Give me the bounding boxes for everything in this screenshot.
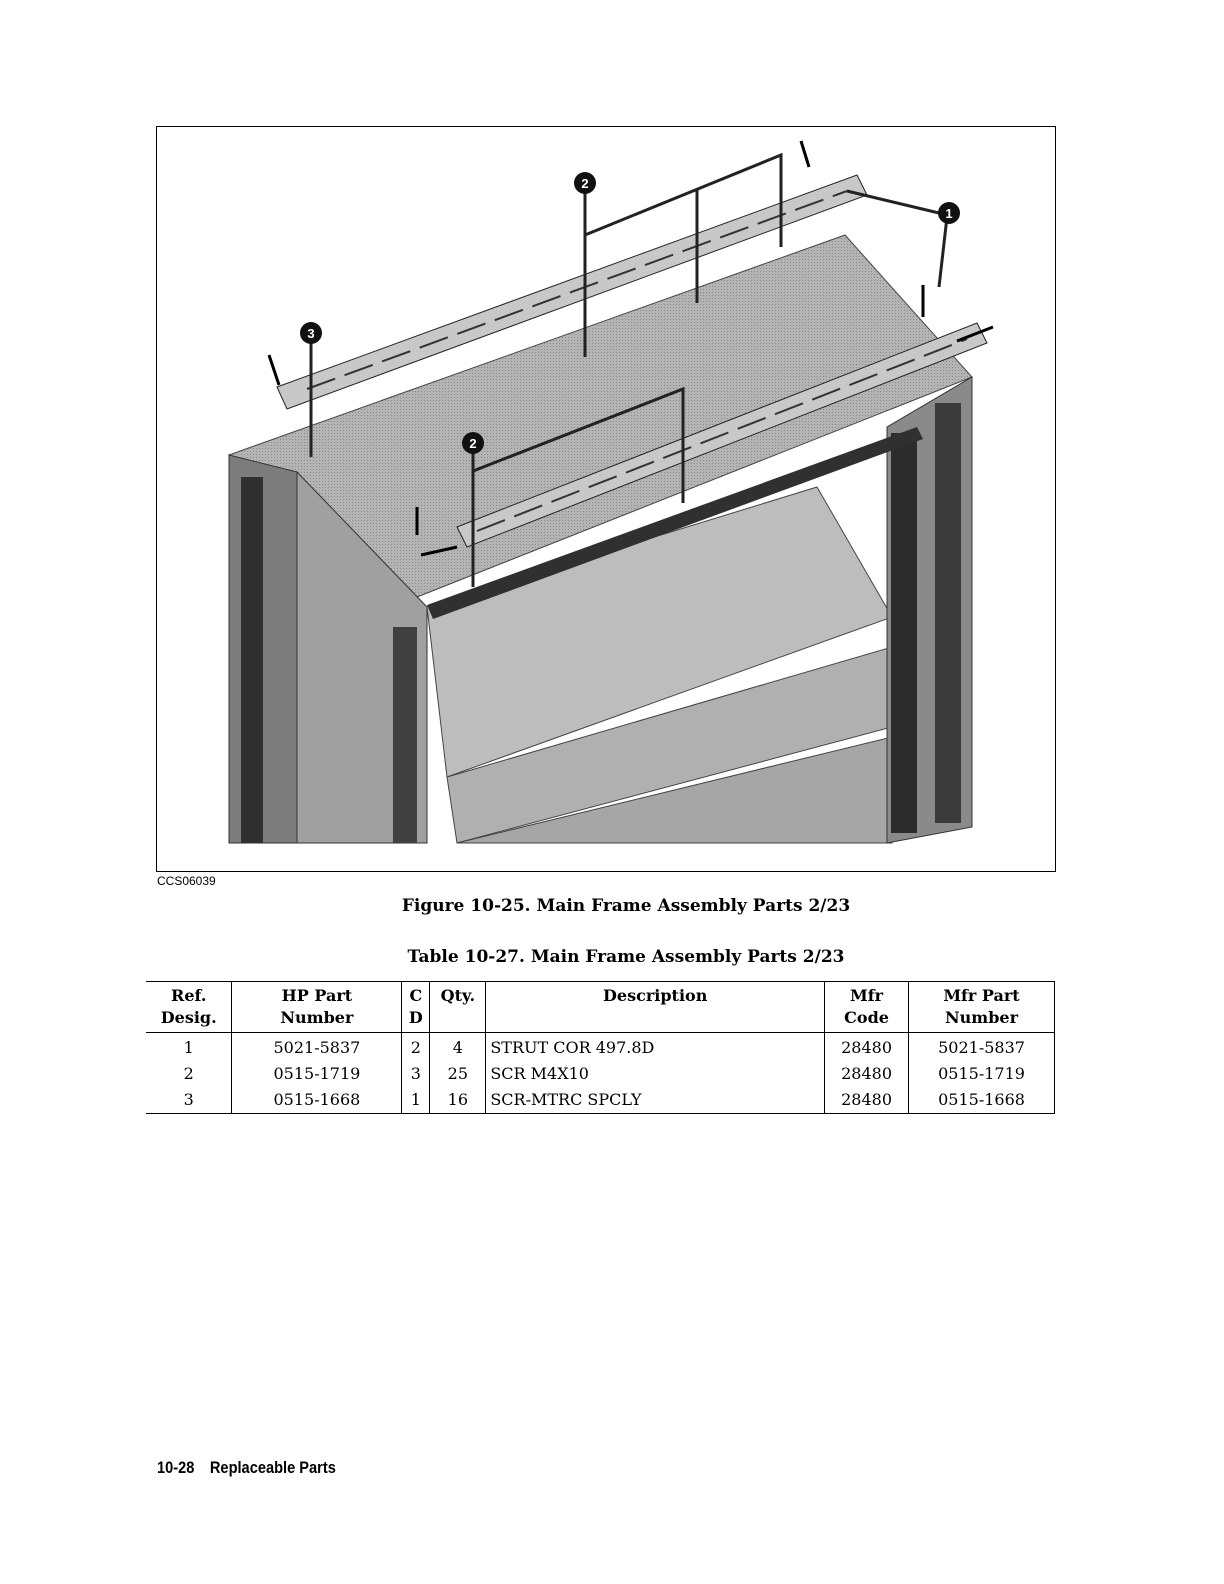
cell-qty: 4 [430, 1033, 486, 1062]
callout-3-label: 3 [307, 326, 315, 341]
right-rail-front [891, 433, 917, 833]
callout-2a-label: 2 [581, 176, 589, 191]
table-caption: Table 10-27. Main Frame Assembly Parts 2/23 [407, 947, 845, 967]
cell-cd: 3 [402, 1061, 430, 1087]
cell-mfr-code: 28480 [825, 1087, 909, 1114]
main-frame-assembly-illustration [157, 127, 1055, 871]
header-qty: Qty. [430, 982, 486, 1033]
cell-mfr-part: 0515-1668 [909, 1087, 1055, 1114]
cell-qty: 16 [430, 1087, 486, 1114]
table-row [146, 1087, 1055, 1114]
parts-table [146, 981, 1055, 1114]
cell-mfr-part: 0515-1719 [909, 1061, 1055, 1087]
header-ref: Ref. Desig. [146, 982, 232, 1033]
callout-2b-label: 2 [469, 436, 477, 451]
header-hp-part: HP Part Number [232, 982, 402, 1033]
cell-cd: 2 [402, 1033, 430, 1062]
table-header-row [146, 982, 1055, 1033]
table-row [146, 1033, 1055, 1062]
callout-3 [300, 322, 322, 344]
cell-mfr-code: 28480 [825, 1033, 909, 1062]
cell-ref: 3 [183, 1090, 194, 1109]
cell-qty: 25 [430, 1061, 486, 1087]
header-cd: C D [402, 982, 430, 1033]
cell-description: SCR M4X10 [486, 1061, 825, 1087]
cell-mfr-part: 5021-5837 [909, 1033, 1055, 1062]
callout-1 [938, 202, 960, 224]
section-title: Replaceable Parts [209, 1458, 336, 1477]
cell-cd: 1 [402, 1087, 430, 1114]
right-rail-back [935, 403, 961, 823]
cell-description: STRUT COR 497.8D [486, 1033, 825, 1062]
header-mfr-part: Mfr Part Number [909, 982, 1055, 1033]
cell-hp-part: 0515-1719 [232, 1061, 402, 1087]
cell-ref: 1 [183, 1038, 194, 1057]
callout-2a [574, 172, 596, 194]
left-rail [241, 477, 263, 843]
callout-1-label: 1 [945, 206, 953, 221]
figure-frame [156, 126, 1056, 872]
figure-id: CCS06039 [157, 874, 216, 888]
cell-hp-part: 5021-5837 [232, 1033, 402, 1062]
left-inner-rail [393, 627, 417, 843]
page-number: 10-28 [157, 1458, 195, 1477]
cell-hp-part: 0515-1668 [232, 1087, 402, 1114]
header-description: Description [486, 982, 825, 1033]
callout-2b [462, 432, 484, 454]
cell-ref: 2 [183, 1064, 194, 1083]
figure-caption: Figure 10-25. Main Frame Assembly Parts 2/23 [401, 896, 851, 916]
header-mfr-code: Mfr Code [825, 982, 909, 1033]
cell-mfr-code: 28480 [825, 1061, 909, 1087]
cell-description: SCR-MTRC SPCLY [486, 1087, 825, 1114]
table-row [146, 1061, 1055, 1087]
page-footer [157, 1458, 351, 1478]
